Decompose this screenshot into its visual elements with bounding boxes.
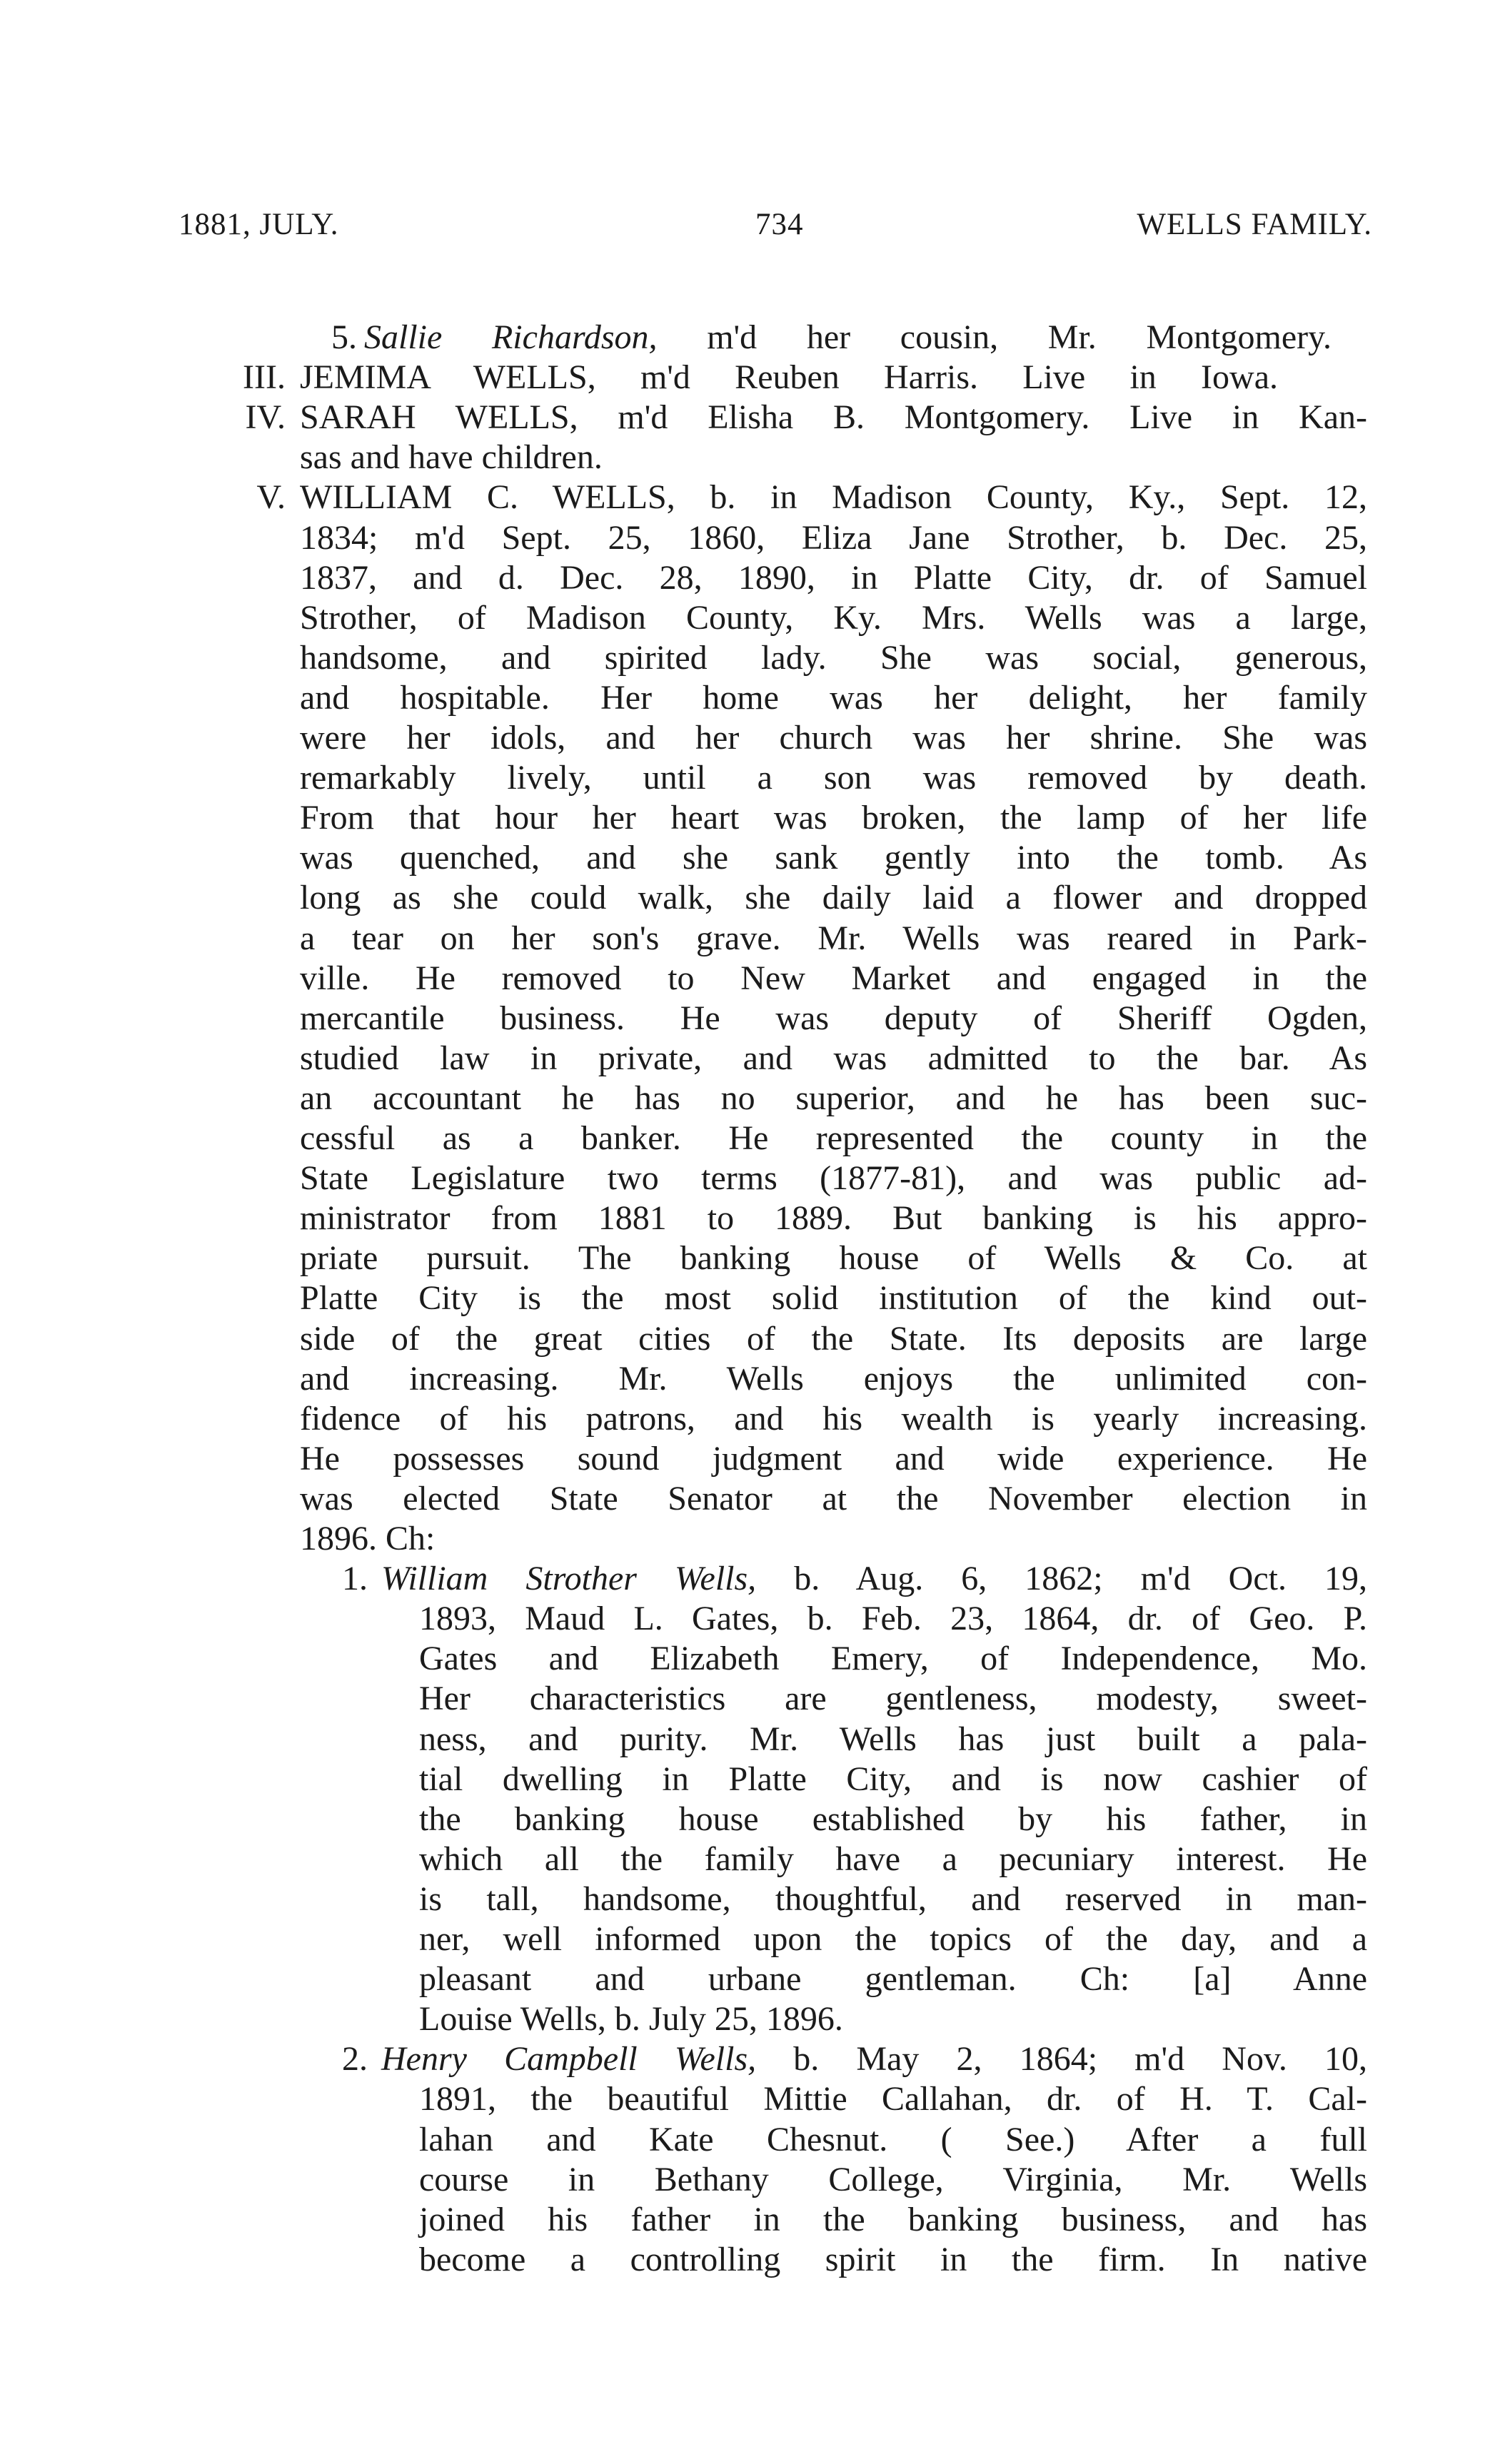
entry-v-line [300,1238,1367,1278]
text-run: lahan and Kate Chesnut. ( See.) After a full [419,2120,1367,2158]
entry-v-line [300,798,1367,838]
running-header [178,207,1372,250]
text-run: was elected State Senator at the November election in [300,1479,1367,1518]
entry-v-line [300,919,1367,959]
text-run: m'd her cousin, Mr. Montgomery. [657,318,1332,356]
person-name: Henry Campbell Wells, [381,2040,757,2079]
child-1-line [419,1759,1367,1799]
child-number: 2. [342,2040,368,2079]
child-1-line [381,1559,1367,1599]
text-run: ministrator from 1881 to 1889. But banking is his appro- [300,1199,1367,1238]
entry-v-line [300,1039,1367,1079]
text-run: 1837, and d. Dec. 28, 1890, in Platte City, dr. of Samuel [300,558,1367,597]
person-name: Sallie Richardson, [364,318,658,356]
text-run: cessful as a banker. He represented the county in the [300,1119,1367,1157]
text-run: b. May 2, 1864; m'd Nov. 10, [756,2040,1368,2079]
entry-iv-line [300,398,1367,438]
entry-roman-numeral: III. [243,358,286,397]
text-run: Her characteristics are gentleness, modesty, sweet- [419,1680,1367,1718]
entry-v-line [300,1519,1367,1559]
entry-number: 5. [331,318,357,356]
child-1-line [419,1599,1367,1639]
text-run: 1893, Maud L. Gates, b. Feb. 23, 1864, dr. of Geo. P. [419,1600,1367,1638]
text-run: handsome, and spirited lady. She was social, generous, [300,638,1367,677]
text-run: remarkably lively, until a son was removed by death. [300,759,1367,797]
child-2-line [419,2240,1367,2280]
child-2-line [419,2200,1367,2240]
entry-v-line [300,1278,1367,1318]
child-1-line [419,1799,1367,1839]
text-run: pleasant and urbane gentleman. Ch: [a] Anne [419,1960,1367,1999]
text-run: Strother, of Madison County, Ky. Mrs. Wells was a large, [300,598,1367,637]
text-run: 1891, the beautiful Mittie Callahan, dr. of H. T. Cal- [419,2080,1367,2119]
entry-roman-numeral: V. [256,478,286,517]
text-run: joined his father in the banking business, and has [419,2200,1367,2238]
text-run: mercantile business. He was deputy of Sheriff Ogden, [300,999,1367,1037]
entry-v-line [300,1198,1367,1238]
text-run: 1896. Ch: [300,1520,436,1557]
entry-v-line [300,959,1367,999]
text-run: course in Bethany College, Virginia, Mr. Wells [419,2160,1367,2198]
entry-v-line [300,678,1367,718]
text-run: tial dwelling in Platte City, and is now cashier of [419,1759,1367,1798]
text-run: is tall, handsome, thoughtful, and reserved in man- [419,1879,1367,1918]
child-2-line [419,2079,1367,2119]
entry-v-line [300,1359,1367,1399]
text-run: a tear on her son's grave. Mr. Wells was reared in Park- [300,919,1367,957]
text-run: become a controlling spirit in the firm. In native [419,2240,1367,2278]
text-run: Louise Wells, b. July 25, 1896. [419,2000,843,2039]
child-2-line [419,2120,1367,2160]
text-run: was quenched, and she sank gently into the tomb. As [300,839,1367,877]
text-run: WILLIAM C. WELLS, b. in Madison County, Ky., Sept. 12, [300,478,1367,517]
text-run: Gates and Elizabeth Emery, of Independence, Mo. [419,1640,1367,1678]
text-run: 1834; m'd Sept. 25, 1860, Eliza Jane Strother, b. Dec. 25, [300,518,1367,557]
text-run: He possesses sound judgment and wide experience. He [300,1439,1367,1478]
text-run: b. Aug. 6, 1862; m'd Oct. 19, [756,1560,1367,1598]
entry-v-line [300,598,1367,638]
entry-v-line [300,1479,1367,1519]
text-run: ville. He removed to New Market and engaged in the [300,959,1367,997]
child-number: 1. [342,1560,368,1598]
entry-v-line [300,638,1367,678]
text-run: were her idols, and her church was her shrine. She was [300,719,1367,757]
header-family-title: WELLS FAMILY. [1137,208,1372,241]
entry-v-line [300,478,1367,517]
child-1-line [419,1679,1367,1719]
entry-v-line [300,1158,1367,1198]
entry-iv-line [300,438,1367,478]
text-run: sas and have children. [300,438,603,477]
child-1-line [419,1959,1367,1999]
text-run: which all the family have a pecuniary interest. He [419,1839,1367,1878]
text-run: side of the great cities of the State. Its deposits are large [300,1319,1367,1358]
child-1-line [419,1839,1367,1879]
text-run: ness, and purity. Mr. Wells has just built a pala- [419,1720,1367,1758]
child-1-line [419,1879,1367,1919]
text-run: and increasing. Mr. Wells enjoys the unlimited con- [300,1359,1367,1398]
entry-v-line [300,1319,1367,1359]
text-run: an accountant he has no superior, and he has been suc- [300,1079,1367,1117]
entry-v-line [300,999,1367,1039]
child-1-line [419,1999,1367,2039]
entry-roman-numeral: IV. [245,398,286,437]
entry-v-line [300,1079,1367,1119]
text-run: fidence of his patrons, and his wealth is yearly increasing. [300,1399,1367,1438]
text-run: JEMIMA WELLS, m'd Reuben Harris. Live in Iowa. [300,358,1278,397]
text-run: the banking house established by his father, in [419,1799,1367,1838]
child-1-line [419,1919,1367,1959]
text-run: Platte City is the most solid institution of the kind out- [300,1279,1367,1318]
entry-v-line [300,878,1367,918]
text-run: SARAH WELLS, m'd Elisha B. Montgomery. Live in Kan- [300,398,1367,437]
child-2-line [381,2039,1367,2079]
entry-v-line [300,518,1367,558]
header-date: 1881, JULY. [178,208,339,241]
text-run: From that hour her heart was broken, the lamp of her life [300,799,1367,837]
text-run: priate pursuit. The banking house of Wells & Co. at [300,1239,1367,1278]
person-name: William Strother Wells, [381,1560,757,1598]
entry-v-line [300,1119,1367,1158]
entry-v-line [300,1399,1367,1439]
entry-v-line [300,1439,1367,1479]
entry-5-line [364,318,1332,358]
text-run: ner, well informed upon the topics of the day, and a [419,1920,1367,1958]
entry-v-line [300,558,1367,598]
entry-v-line [300,718,1367,758]
child-1-line [419,1720,1367,1759]
text-run: State Legislature two terms (1877-81), and was public ad- [300,1159,1367,1198]
text-run: long as she could walk, she daily laid a flower and dropped [300,879,1367,917]
entry-v-line [300,838,1367,878]
entry-v-line [300,758,1367,798]
text-run: and hospitable. Her home was her delight, her family [300,678,1367,717]
entry-iii-line [300,358,1278,398]
text-run: studied law in private, and was admitted to the bar. As [300,1039,1367,1077]
page-number: 734 [755,208,804,241]
child-1-line [419,1639,1367,1679]
child-2-line [419,2160,1367,2200]
